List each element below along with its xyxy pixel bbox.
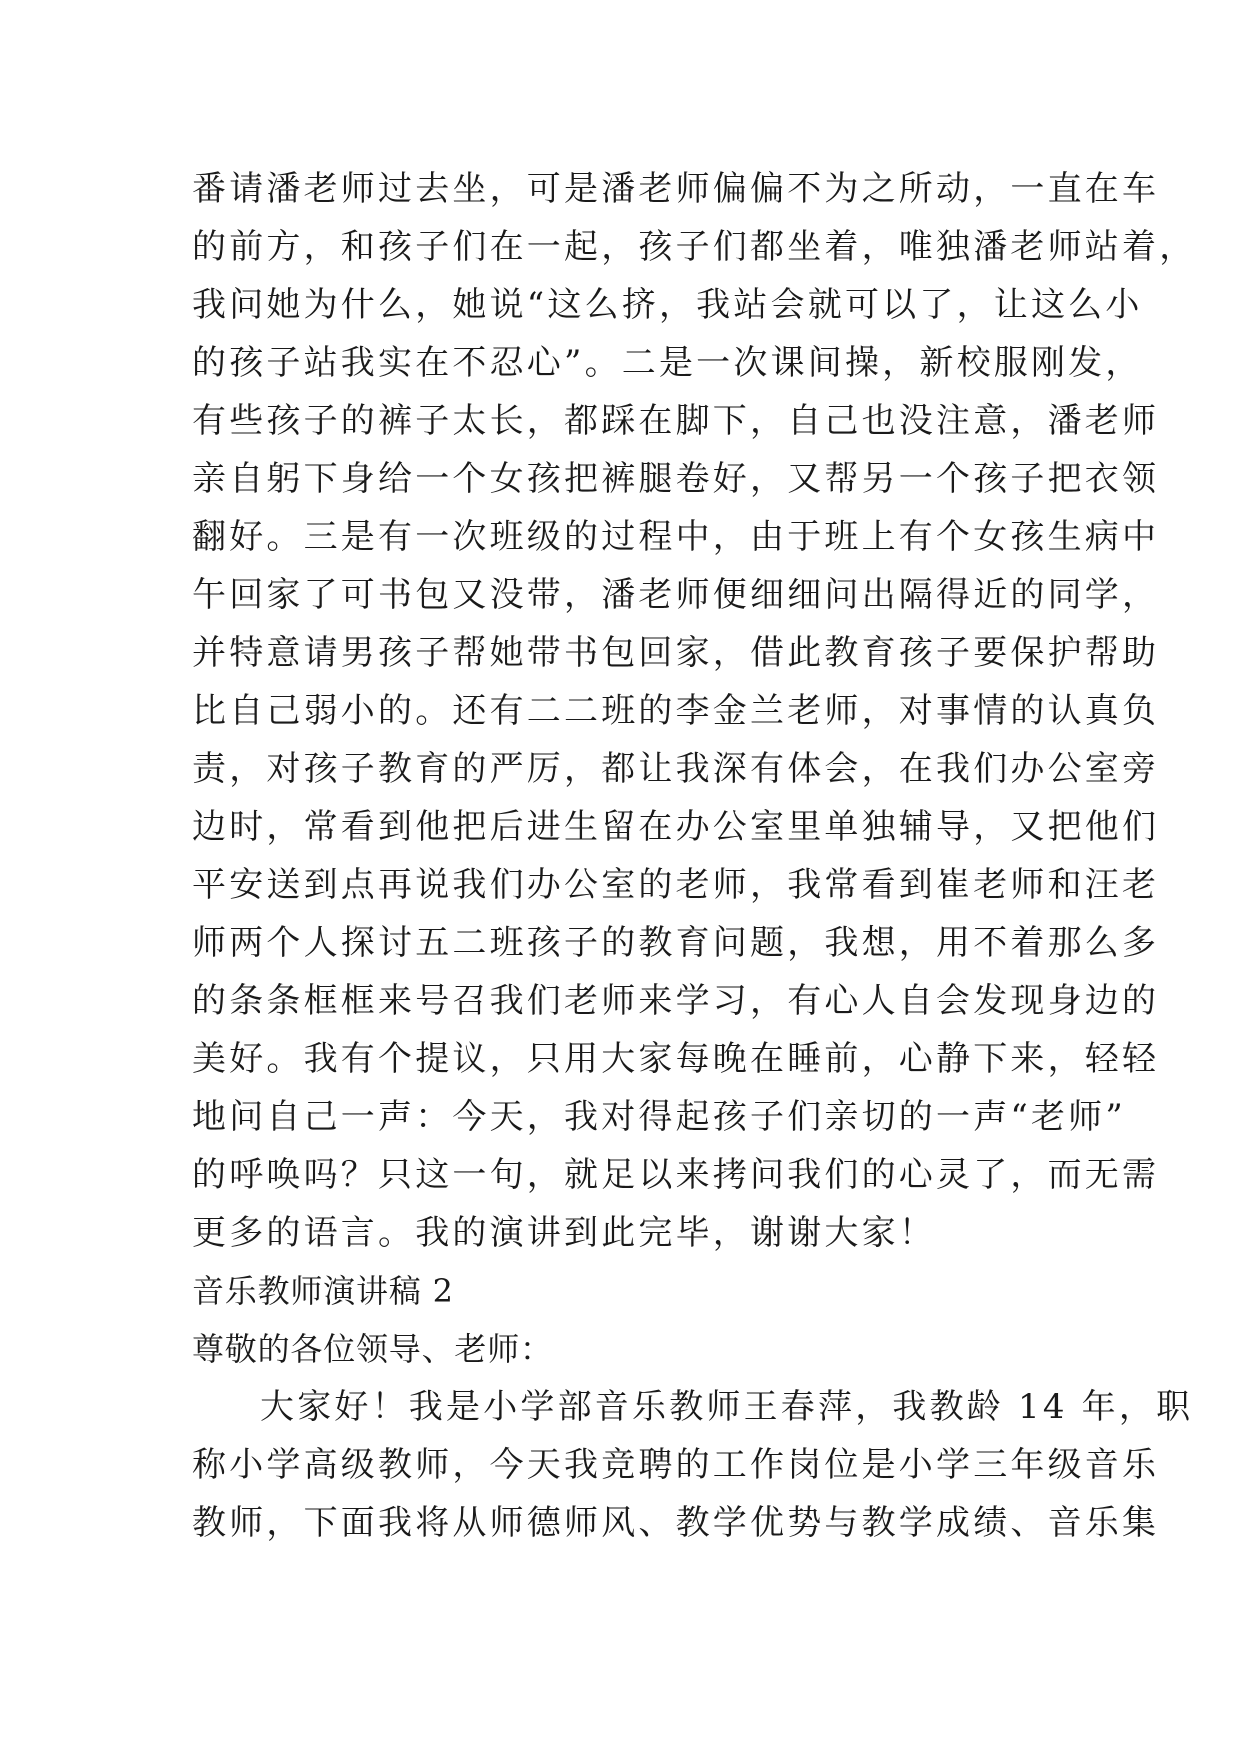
text-line: 责，对孩子教育的严厉，都让我深有体会，在我们办公室旁: [192, 749, 1160, 789]
text-line: 教师，下面我将从师德师风、教学优势与教学成绩、音乐集: [192, 1503, 1160, 1543]
text-line: 我问她为什么，她说“这么挤，我站会就可以了，让这么小: [192, 285, 1143, 325]
text-line: 翻好。三是有一次班级的过程中，由于班上有个女孩生病中: [192, 517, 1160, 557]
text-line: 的呼唤吗？只这一句，就足以来拷问我们的心灵了，而无需: [192, 1155, 1160, 1195]
document-body: [192, 160, 1197, 1552]
text-line: 午回家了可书包又没带，潘老师便细细问出隔得近的同学，: [192, 575, 1160, 615]
text-line: 更多的语言。我的演讲到此完毕，谢谢大家！: [192, 1213, 936, 1253]
text-line: 的条条框框来号召我们老师来学习，有心人自会发现身边的: [192, 981, 1160, 1021]
text-line: 的前方，和孩子们在一起，孩子们都坐着，唯独潘老师站着，: [192, 227, 1197, 267]
text-line: 边时，常看到他把后进生留在办公室里单独辅导，又把他们: [192, 807, 1160, 847]
text-line: 美好。我有个提议，只用大家每晚在睡前，心静下来，轻轻: [192, 1039, 1160, 1079]
paragraph-continued: [192, 160, 1197, 1262]
text-line: 的孩子站我实在不忍心”。二是一次课间操，新校服刚发，: [192, 343, 1143, 383]
text-line: 大家好！我是小学部音乐教师王春萍，我教龄 14 年，职: [260, 1387, 1194, 1427]
text-line: 称小学高级教师，今天我竞聘的工作岗位是小学三年级音乐: [192, 1445, 1160, 1485]
text-line: 比自己弱小的。还有二二班的李金兰老师，对事情的认真负: [192, 691, 1160, 731]
text-line: 亲自躬下身给一个女孩把裤腿卷好，又帮另一个孩子把衣领: [192, 459, 1160, 499]
text-line: 地问自己一声：今天，我对得起孩子们亲切的一声“老师”: [192, 1097, 1126, 1137]
text-line: 平安送到点再说我们办公室的老师，我常看到崔老师和汪老: [192, 865, 1160, 905]
salutation: 尊敬的各位领导、老师：: [192, 1330, 553, 1368]
text-line: 并特意请男孩子帮她带书包回家，借此教育孩子要保护帮助: [192, 633, 1160, 673]
text-line: 师两个人探讨五二班孩子的教育问题，我想，用不着那么多: [192, 923, 1160, 963]
text-line: 番请潘老师过去坐，可是潘老师偏偏不为之所动，一直在车: [192, 169, 1160, 209]
text-line: 有些孩子的裤子太长，都踩在脚下，自己也没注意，潘老师: [192, 401, 1160, 441]
paragraph-speech: [192, 1378, 1194, 1552]
section-title: 音乐教师演讲稿 2: [192, 1272, 454, 1310]
